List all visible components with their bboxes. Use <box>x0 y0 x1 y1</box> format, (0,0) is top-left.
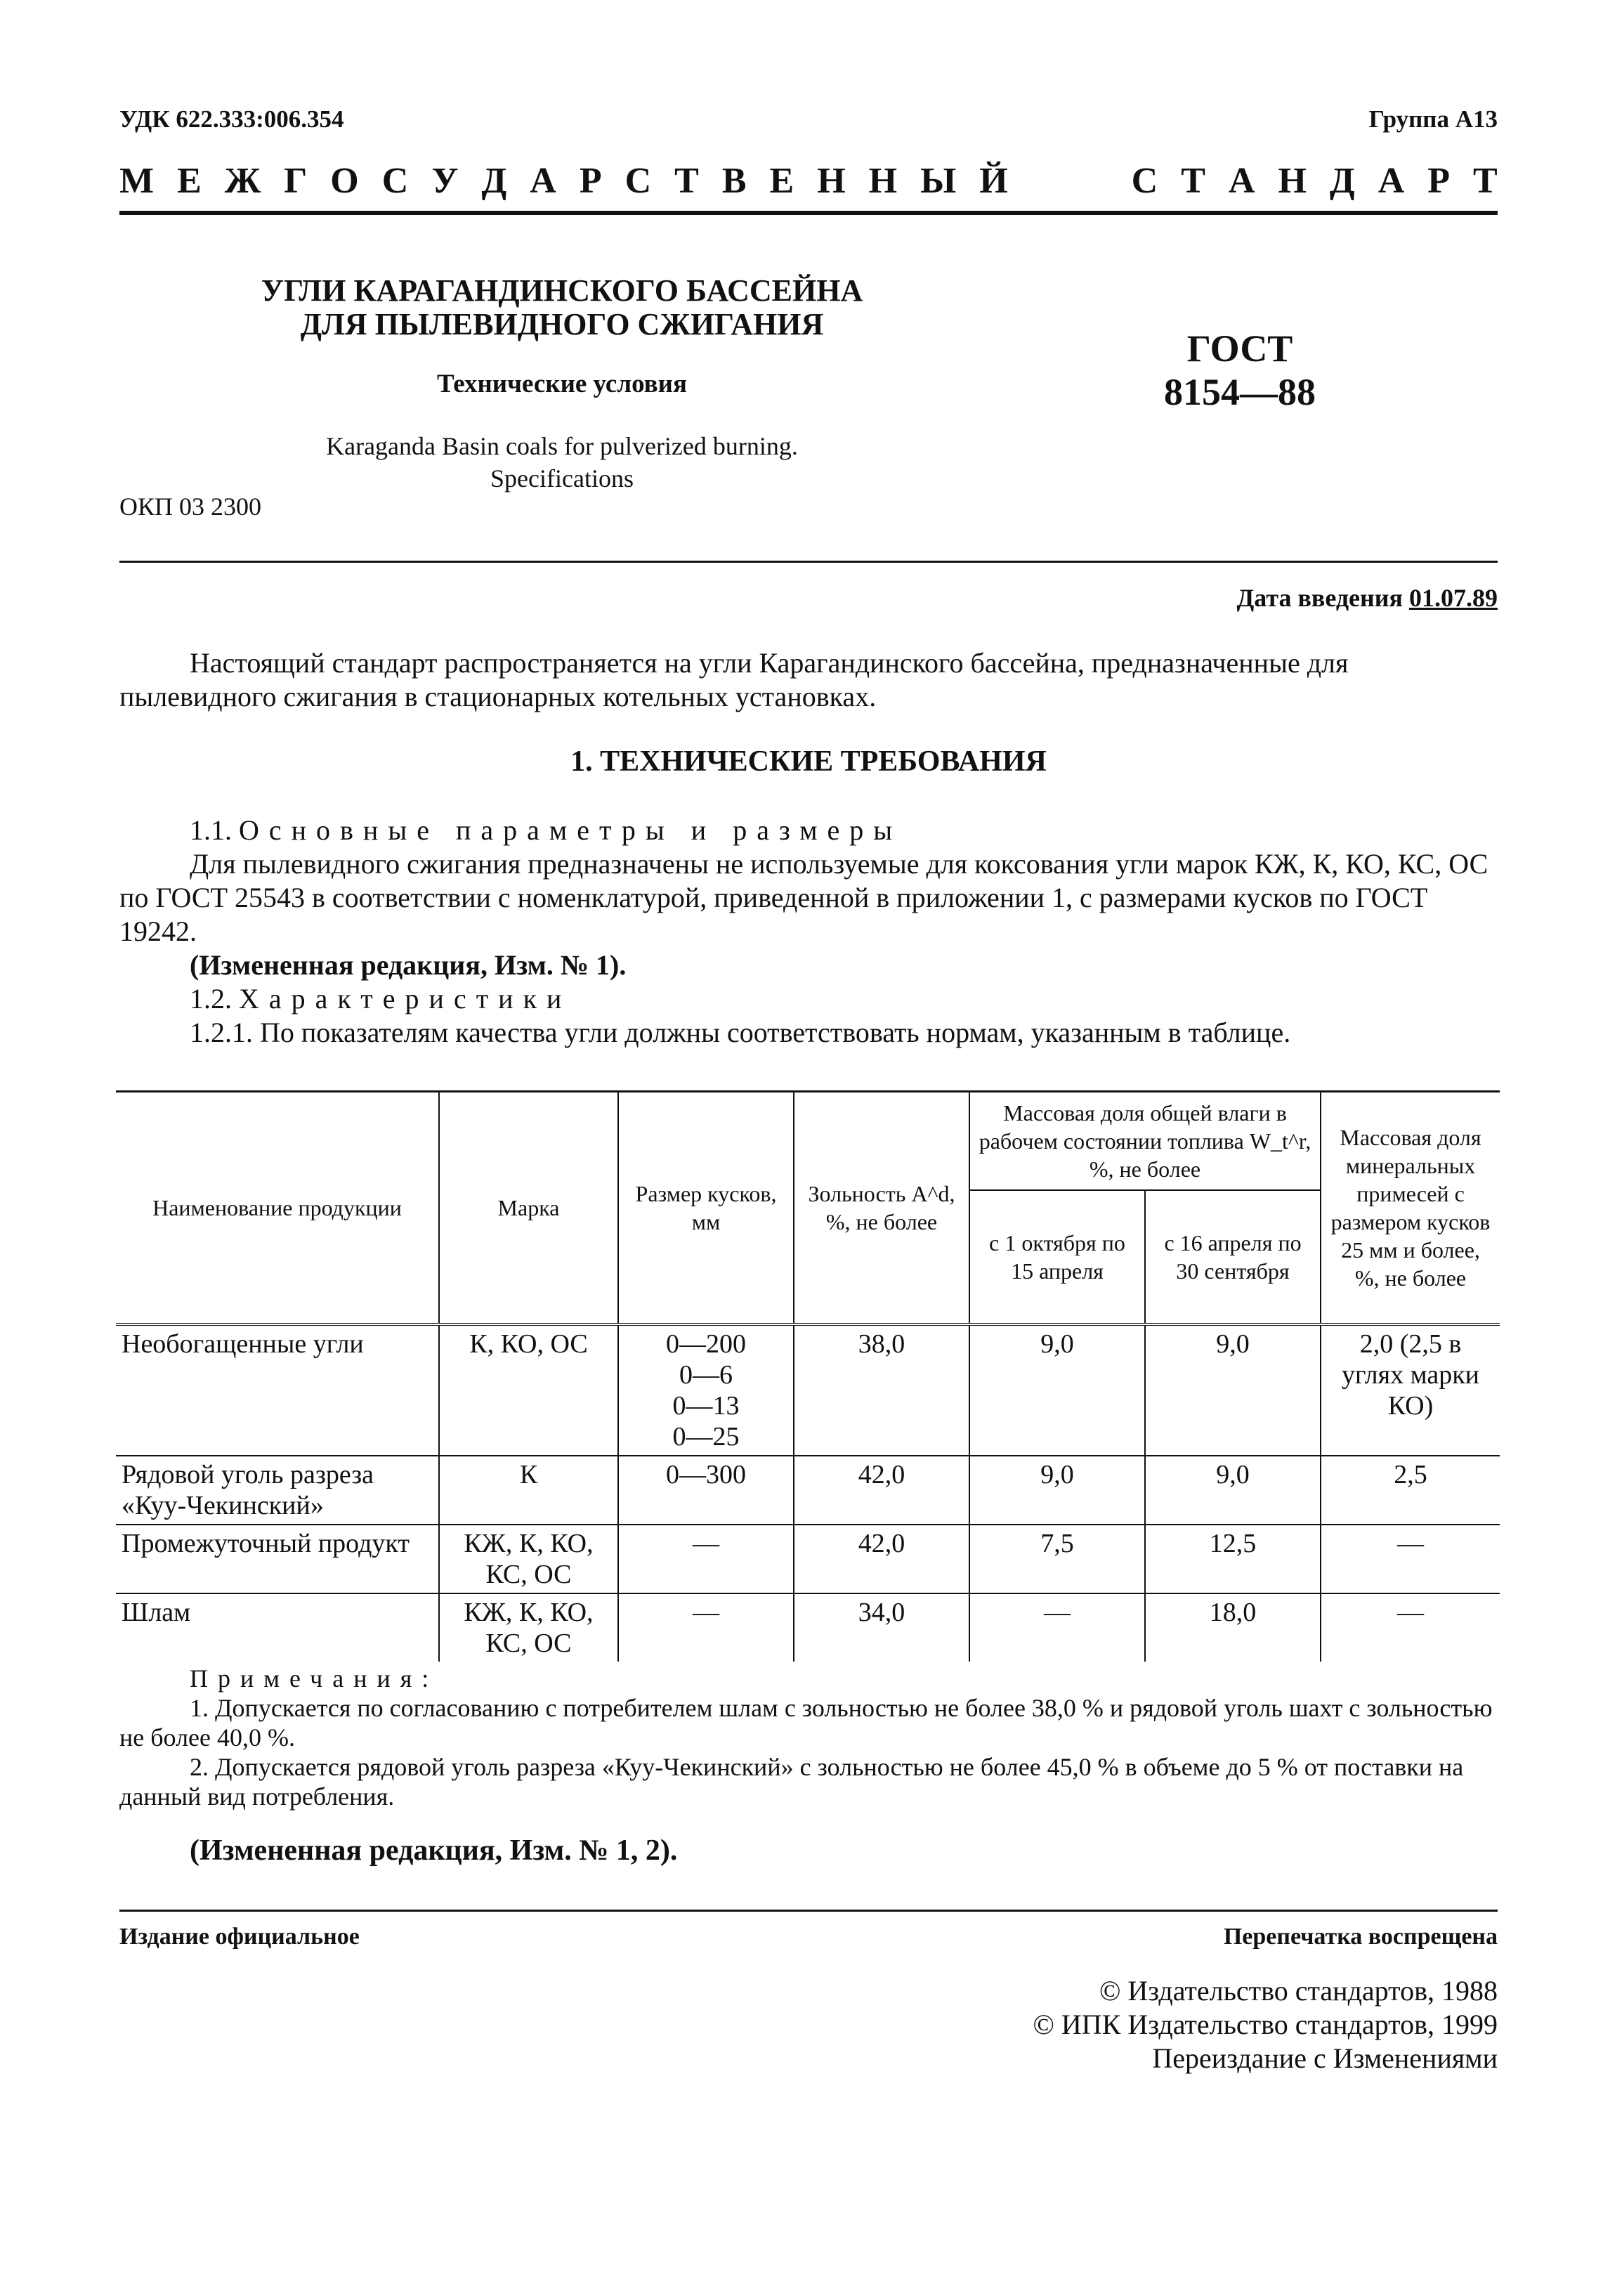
okp-code: ОКП 03 2300 <box>119 493 262 521</box>
english-title <box>211 430 913 495</box>
banner-letter: Д <box>481 161 507 201</box>
gost-designation <box>1124 327 1356 414</box>
banner-letter: С <box>624 161 652 201</box>
standard-banner <box>119 160 1498 202</box>
table-row <box>116 1525 1500 1593</box>
banner-letter: Й <box>979 161 1008 201</box>
banner-letter: А <box>1228 161 1255 201</box>
english-title-line-1: Karaganda Basin coals for pulverized burning. <box>326 432 798 460</box>
notes-heading: Примечания: <box>190 1664 439 1692</box>
copyright-2: © ИПК Издательство стандартов, 1999 <box>1033 2009 1498 2040</box>
clause-1-1 <box>119 814 1498 1050</box>
cell-moisture-summer: 9,0 <box>1145 1456 1321 1525</box>
reissue-note: Переиздание с Изменениями <box>1152 2042 1498 2074</box>
table-row <box>116 1593 1500 1662</box>
header-rule <box>119 211 1498 215</box>
title-line-1: УГЛИ КАРАГАНДИНСКОГО БАССЕЙНА <box>261 273 863 308</box>
banner-letter: С <box>381 161 409 201</box>
banner-letter: Ж <box>224 161 261 201</box>
table-row <box>116 1324 1500 1456</box>
clause-1-2-number: 1.2. <box>190 983 232 1015</box>
cell-size: 0—200 0—6 0—13 0—25 <box>618 1324 794 1456</box>
title-line-2: ДЛЯ ПЫЛЕВИДНОГО СЖИГАНИЯ <box>300 307 824 341</box>
gost-number: 8154—88 <box>1164 371 1316 413</box>
date-value: 01.07.89 <box>1409 584 1498 612</box>
cell-ash: 42,0 <box>794 1456 969 1525</box>
banner-letter: У <box>431 161 459 201</box>
note-2: 2. Допускается рядовой уголь разреза «Куу-Чекинский» с зольностью не более 45,0 % в объеме до 5 % от поставки на данный вид потребления. <box>119 1753 1464 1811</box>
section-title: 1. ТЕХНИЧЕСКИЕ ТРЕБОВАНИЯ <box>570 745 1047 778</box>
cell-mineral: — <box>1321 1593 1500 1662</box>
header-moisture-winter: с 1 октября по 15 апреля <box>969 1190 1145 1324</box>
banner-letter: Н <box>1278 161 1307 201</box>
banner-letter: Е <box>769 161 794 201</box>
cell-moisture-summer: 18,0 <box>1145 1593 1321 1662</box>
introduction-date <box>1237 583 1498 613</box>
cell-mineral: — <box>1321 1525 1500 1593</box>
document-title <box>211 274 913 341</box>
banner-letter: Н <box>817 161 846 201</box>
clause-1-1-heading: Основные параметры и размеры <box>239 814 903 846</box>
quality-table <box>116 1090 1500 1662</box>
cell-moisture-winter: 9,0 <box>969 1324 1145 1456</box>
banner-letter: О <box>330 161 359 201</box>
amendment-note-2: (Измененная редакция, Изм. № 1, 2). <box>190 1834 678 1867</box>
banner-letter: Р <box>579 161 602 201</box>
clause-1-1-number: 1.1. <box>190 814 232 846</box>
cell-moisture-summer: 9,0 <box>1145 1324 1321 1456</box>
intro-paragraph: Настоящий стандарт распространяется на угли Карагандинского бассейна, предназначенные для пылевидного сжигания в стационарных котельных установках. <box>119 647 1349 712</box>
banner-letter: С <box>1131 161 1158 201</box>
cell-moisture-winter: — <box>969 1593 1145 1662</box>
banner-gap <box>1031 160 1108 202</box>
gost-label: ГОСТ <box>1186 327 1293 370</box>
cell-product-name: Рядовой уголь разреза «Куу-Чекинский» <box>122 1460 374 1520</box>
header-ash: Зольность A^d, %, не более <box>794 1092 969 1325</box>
banner-letter: Т <box>1181 161 1205 201</box>
banner-letter: Г <box>284 161 308 201</box>
cell-size: 0—300 <box>618 1456 794 1525</box>
cell-ash: 42,0 <box>794 1525 969 1593</box>
reprint-prohibited: Перепечатка воспрещена <box>1223 1924 1498 1950</box>
banner-letter: В <box>721 161 747 201</box>
cell-product-name: Необогащенные угли <box>122 1329 364 1359</box>
cell-moisture-winter: 7,5 <box>969 1525 1145 1593</box>
header-moisture-summer: с 16 апреля по 30 сентября <box>1145 1190 1321 1324</box>
banner-letter: Е <box>177 161 202 201</box>
copyright-block <box>1033 1974 1498 2075</box>
clause-1-2-heading: Характеристики <box>239 983 572 1015</box>
banner-letter: М <box>119 161 155 201</box>
document-subtitle: Технические условия <box>437 370 687 398</box>
cell-mark: КЖ, К, КО, КС, ОС <box>439 1525 618 1593</box>
cell-mineral: 2,0 (2,5 в углях марки КО) <box>1321 1324 1500 1456</box>
cell-mark: К, КО, ОС <box>439 1324 618 1456</box>
header-mark: Марка <box>439 1092 618 1325</box>
cell-mark: КЖ, К, КО, КС, ОС <box>439 1593 618 1662</box>
cell-ash: 38,0 <box>794 1324 969 1456</box>
cell-ash: 34,0 <box>794 1593 969 1662</box>
cell-mineral: 2,5 <box>1321 1456 1500 1525</box>
date-label: Дата введения <box>1236 584 1403 612</box>
banner-letter: Р <box>1427 161 1451 201</box>
amendment-note-1: (Измененная редакция, Изм. № 1). <box>190 949 627 981</box>
cell-size: — <box>618 1525 794 1593</box>
banner-letter: Т <box>1473 161 1498 201</box>
cell-mark: К <box>439 1456 618 1525</box>
official-edition: Издание официальное <box>119 1924 360 1950</box>
udk-code: УДК 622.333:006.354 <box>119 105 344 133</box>
notes-block <box>119 1664 1498 1811</box>
banner-letter: Ы <box>920 161 957 201</box>
banner-letter: А <box>1378 161 1405 201</box>
clause-1-1-text: Для пылевидного сжигания предназначены не используемые для коксования угли марок КЖ, К, КО, КС, ОС по ГОСТ 25543 в соответствии с номенклатурой, приведенной в приложении 1, с размерами кусков по ГОСТ 19242. <box>119 848 1488 947</box>
clause-1-2-1: 1.2.1. По показателям качества угли должны соответствовать нормам, указанным в таблице. <box>190 1017 1291 1048</box>
banner-letter: А <box>530 161 556 201</box>
header-mineral: Массовая доля минеральных примесей с размером кусков 25 мм и более, %, не более <box>1321 1092 1500 1325</box>
english-title-line-2: Specifications <box>490 464 634 493</box>
banner-letter: Д <box>1329 161 1355 201</box>
header-product-name: Наименование продукции <box>116 1092 439 1325</box>
cell-moisture-summer: 12,5 <box>1145 1525 1321 1593</box>
banner-letter: Т <box>674 161 699 201</box>
header-size: Размер кусков, мм <box>618 1092 794 1325</box>
copyright-1: © Издательство стандартов, 1988 <box>1099 1975 1498 2007</box>
table-row <box>116 1456 1500 1525</box>
title-rule <box>119 561 1498 563</box>
cell-product-name: Промежуточный продукт <box>122 1529 410 1558</box>
note-1: 1. Допускается по согласованию с потребителем шлам с зольностью не более 38,0 % и рядовой уголь шахт с зольностью не более 40,0 %. <box>119 1694 1493 1752</box>
cell-product-name: Шлам <box>122 1598 191 1627</box>
header-moisture: Массовая доля общей влаги в рабочем состоянии топлива W_t^r, %, не более <box>969 1092 1321 1191</box>
cell-size: — <box>618 1593 794 1662</box>
cell-moisture-winter: 9,0 <box>969 1456 1145 1525</box>
group-code: Группа А13 <box>1368 105 1498 133</box>
footer-rule <box>119 1910 1498 1912</box>
banner-letter: Н <box>868 161 898 201</box>
